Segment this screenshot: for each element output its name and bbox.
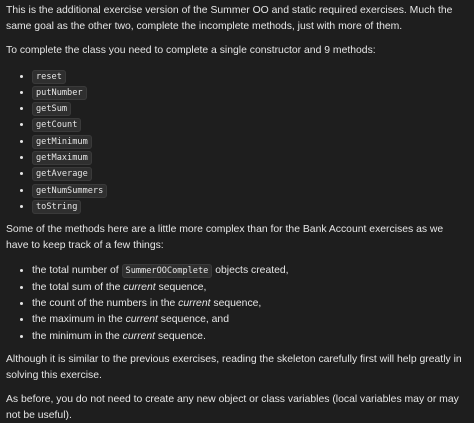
intro-paragraph: This is the additional exercise version of the Summer OO and static required exercises. Much the same goal as the other two, complete the incomplete methods, just with more of them. bbox=[6, 5, 453, 32]
class-name: SummerOOComplete bbox=[122, 264, 213, 278]
task-paragraph: To complete the class you need to complete a single constructor and 9 methods: bbox=[6, 45, 376, 56]
method-name: getMaximum bbox=[32, 151, 92, 165]
list-item bbox=[32, 295, 468, 311]
item-text: sequence, bbox=[155, 281, 207, 293]
item-text: the total sum of the bbox=[32, 281, 124, 293]
method-name: toString bbox=[32, 200, 81, 214]
list-item bbox=[32, 279, 468, 295]
variables-paragraph: As before, you do not need to create any new object or class variables (local variables may or may not be useful). bbox=[6, 394, 459, 421]
method-name: getNumSummers bbox=[32, 184, 107, 198]
list-item bbox=[32, 165, 468, 181]
methods-list bbox=[6, 68, 468, 215]
emphasis: current bbox=[123, 281, 156, 293]
list-item bbox=[32, 68, 468, 84]
list-item bbox=[32, 133, 468, 149]
item-text: objects created, bbox=[212, 265, 289, 277]
list-item bbox=[32, 84, 468, 100]
item-text: the minimum in the bbox=[32, 330, 123, 342]
item-text: sequence, bbox=[210, 297, 262, 309]
list-item bbox=[32, 149, 468, 165]
list-item bbox=[32, 182, 468, 198]
complexity-paragraph: Some of the methods here are a little more complex than for the Bank Account exercises as we have to keep track of a few things: bbox=[6, 224, 444, 251]
list-item bbox=[32, 198, 468, 214]
method-name: getCount bbox=[32, 118, 81, 132]
list-item bbox=[32, 116, 468, 132]
skeleton-paragraph: Although it is similar to the previous exercises, reading the skeleton carefully first will help greatly in solving this exercise. bbox=[6, 354, 462, 381]
list-item bbox=[32, 100, 468, 116]
method-name: putNumber bbox=[32, 86, 87, 100]
item-text: sequence. bbox=[155, 330, 206, 342]
tracking-list bbox=[6, 262, 468, 344]
emphasis: current bbox=[122, 330, 156, 342]
item-text: the total number of bbox=[32, 265, 122, 277]
method-name: getMinimum bbox=[32, 135, 92, 149]
item-text: the maximum in the bbox=[32, 314, 126, 326]
method-name: reset bbox=[32, 70, 66, 84]
list-item bbox=[32, 262, 468, 278]
method-name: getSum bbox=[32, 102, 71, 116]
method-name: getAverage bbox=[32, 167, 92, 181]
emphasis: current bbox=[125, 314, 158, 326]
item-text: sequence, and bbox=[157, 314, 229, 326]
list-item bbox=[32, 328, 468, 344]
item-text: the count of the numbers in the bbox=[32, 297, 179, 309]
list-item bbox=[32, 311, 468, 327]
emphasis: current bbox=[178, 297, 211, 309]
